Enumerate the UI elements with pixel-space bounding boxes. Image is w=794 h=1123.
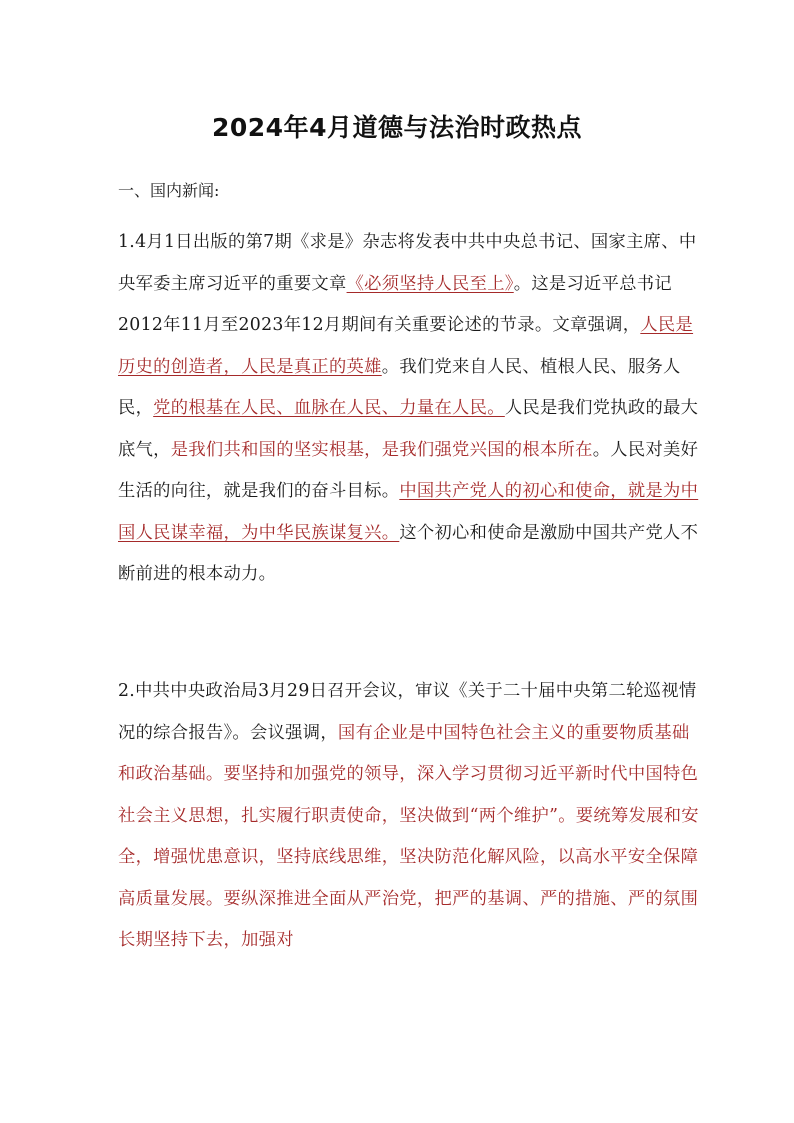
news-item-1-highlight-foundation: 是我们共和国的坚实根基，是我们强党兴国的根本所在	[170, 439, 593, 460]
news-item-2	[118, 671, 700, 962]
news-item-1-highlight-party-roots: 党的根基在人民、血脉在人民、力量在人民。	[153, 398, 505, 418]
news-item-1-highlight-people-creators: 人民是历史的创造者，人民是真正的英雄	[118, 315, 694, 377]
news-item-1	[118, 222, 700, 596]
section-heading-domestic-news: 一、国内新闻:	[118, 181, 220, 200]
news-item-2-highlight-state-enterprises: 国有企业是中国特色社会主义的重要物质基础和政治基础。要坚持和加强党的领导，深入学习贯彻习近平新时代中国特色社会主义思想，扎实履行职责使命，坚决做到“两个维护”。要统筹发展和安全，增强忧患意识，坚持底线思维，坚决防范化解风险，以高水平安全保障高质量发展。要纵深推进全面从严治党，把严的基调、严的措施、严的氛围长期坚持下去，加强对	[118, 722, 699, 950]
news-item-1-text-1: 1.4月1日出版的第7期《求是》杂志将发表中共中央总书记、国家主席、中央军委主席习近平的重要文章	[118, 232, 697, 294]
document-title: 2024年4月道德与法治时政热点	[212, 113, 582, 142]
news-item-1-text-2: 。这是习近平总书记2012年11月至2023年12月期间有关重要论述的节录。文章强调，	[118, 273, 672, 335]
news-item-1-text-4: 人民是我们党执政的最大底气，	[118, 398, 699, 460]
news-item-1-text-6: 这个初心和使命是激励中国共产党人不断前进的根本动力。	[118, 522, 699, 584]
news-item-2-text-1: 2.中共中央政治局3月29日召开会议，审议《关于二十届中央第二轮巡视情况的综合报告》。会议强调，	[118, 681, 697, 743]
news-item-1-highlight-article-title: 《必须坚持人民至上》	[346, 273, 514, 294]
news-item-1-highlight-mission: 中国共产党人的初心和使命，就是为中国人民谋幸福，为中华民族谋复兴。	[118, 481, 699, 543]
news-item-1-text-3: 。我们党来自人民、植根人民、服务人民，	[118, 356, 681, 418]
news-item-1-text-5: 。人民对美好生活的向往，就是我们的奋斗目标。	[118, 439, 699, 501]
